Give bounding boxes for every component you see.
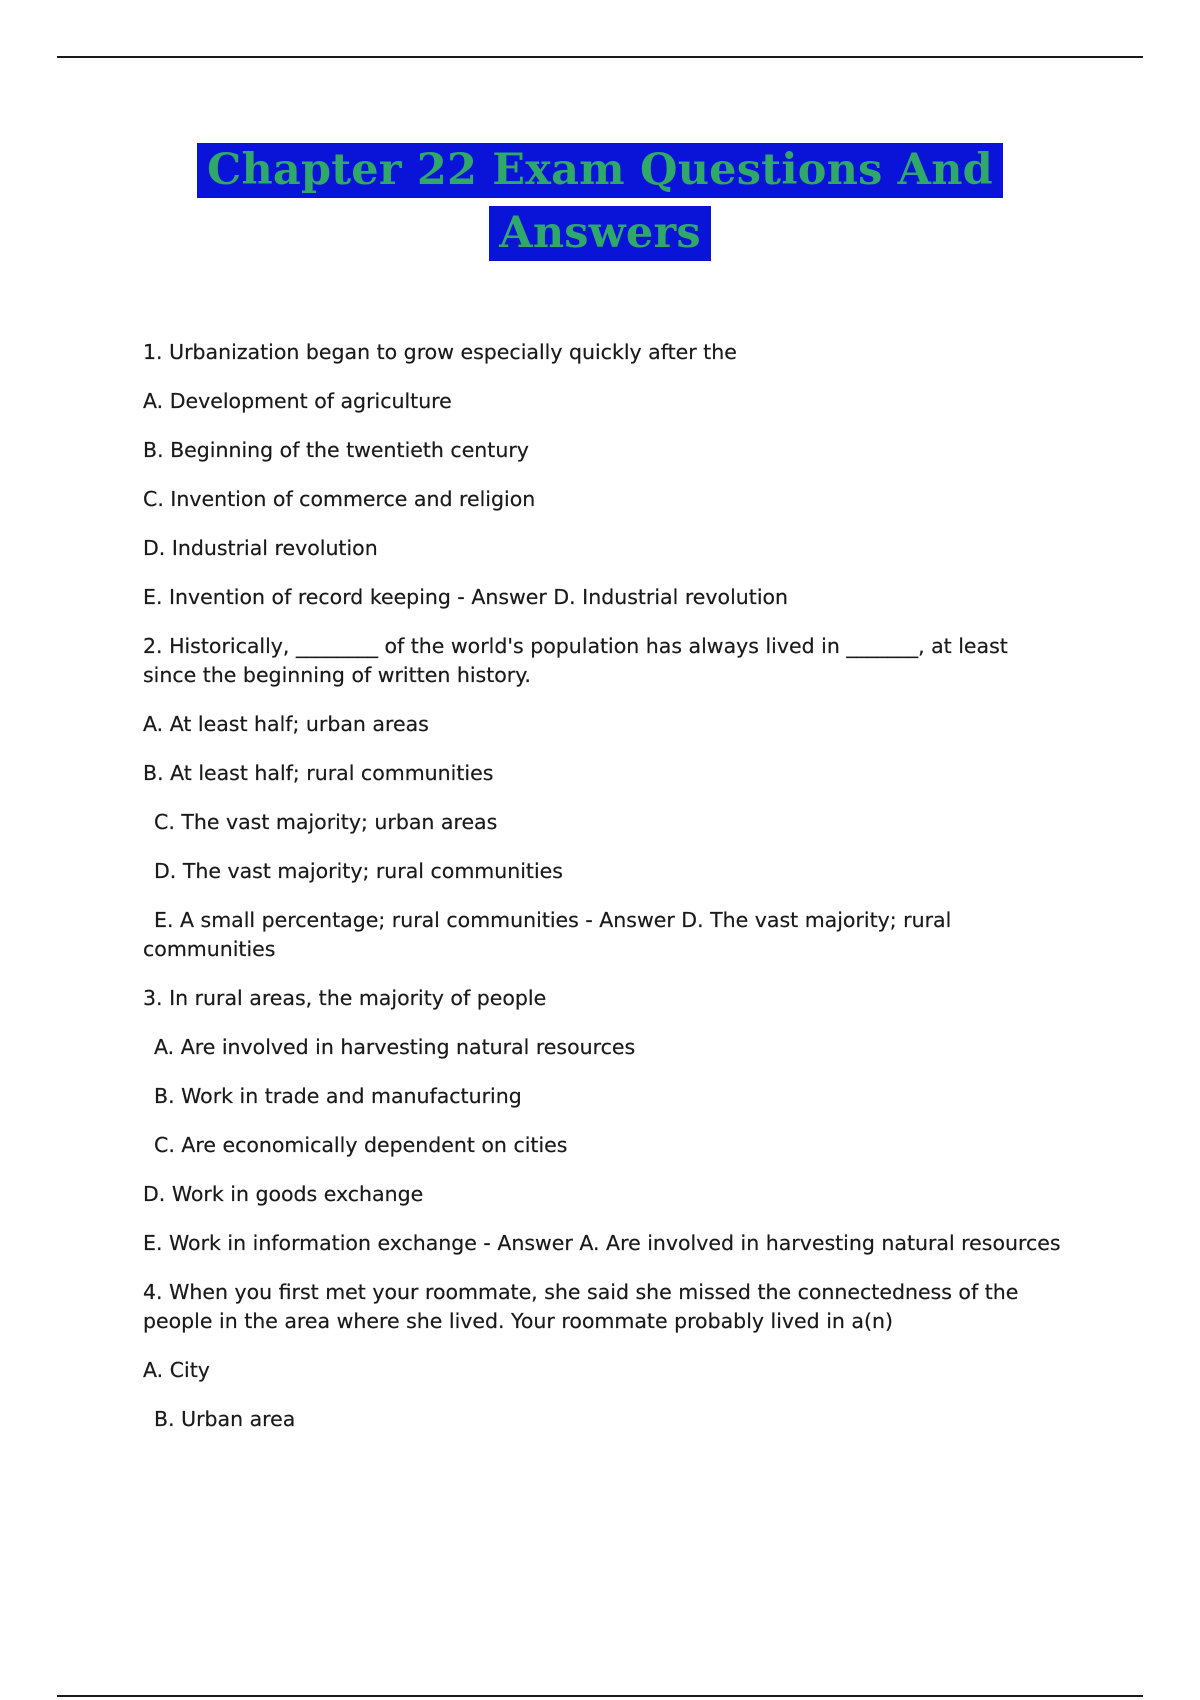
document-title bbox=[0, 143, 1200, 261]
question-list bbox=[143, 338, 1063, 1454]
answer-option: C. Invention of commerce and religion bbox=[143, 487, 536, 511]
answer-option: D. The vast majority; rural communities bbox=[154, 859, 563, 883]
answer-option: A. At least half; urban areas bbox=[143, 712, 429, 736]
answer-option: C. Are economically dependent on cities bbox=[154, 1133, 568, 1157]
answer-option: B. At least half; rural communities bbox=[143, 761, 494, 785]
answer-option: B. Beginning of the twentieth century bbox=[143, 438, 529, 462]
answer-option-with-key: E. Invention of record keeping - Answer D. Industrial revolution bbox=[143, 585, 789, 609]
footer-rule bbox=[57, 1695, 1143, 1697]
question-text: 4. When you first met your roommate, she said she missed the connectedness of the people in the area where she lived. Your roommate probably lived in a(n) bbox=[143, 1280, 1019, 1333]
answer-option-text: E. A small percentage; rural communities - Answer D. The vast majority; rural communities bbox=[143, 908, 952, 961]
question-text: 1. Urbanization began to grow especially quickly after the bbox=[143, 340, 737, 364]
answer-option: D. Industrial revolution bbox=[143, 536, 378, 560]
answer-option: B. Urban area bbox=[154, 1407, 296, 1431]
question-text: 2. Historically, ________ of the world's population has always lived in _______, at least since the beginning of written history. bbox=[143, 634, 1008, 687]
answer-option: A. Are involved in harvesting natural resources bbox=[154, 1035, 636, 1059]
answer-option-with-key bbox=[143, 906, 1063, 964]
answer-option: A. Development of agriculture bbox=[143, 389, 452, 413]
answer-option: B. Work in trade and manufacturing bbox=[154, 1084, 522, 1108]
answer-option: D. Work in goods exchange bbox=[143, 1182, 424, 1206]
answer-option: A. City bbox=[143, 1358, 210, 1382]
answer-option: C. The vast majority; urban areas bbox=[154, 810, 498, 834]
answer-option-with-key: E. Work in information exchange - Answer A. Are involved in harvesting natural resources bbox=[143, 1231, 1061, 1255]
question-text: 3. In rural areas, the majority of people bbox=[143, 986, 547, 1010]
title-line-2: Answers bbox=[489, 206, 710, 261]
title-line-1: Chapter 22 Exam Questions And bbox=[197, 143, 1003, 198]
header-rule bbox=[57, 56, 1143, 58]
